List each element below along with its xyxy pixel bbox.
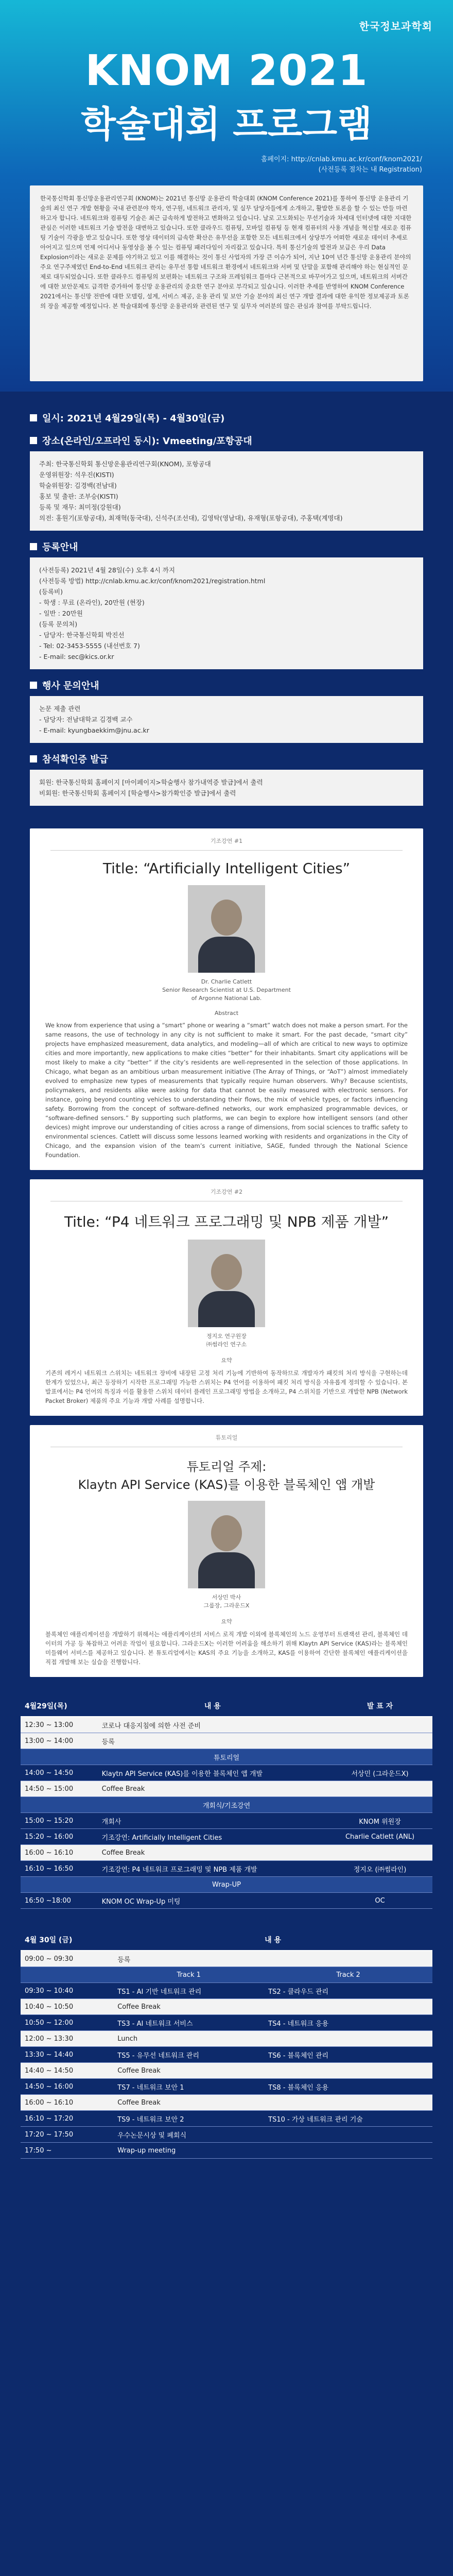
table-row	[21, 2127, 432, 2143]
content-cell: TS10 - 가상 네트워크 관리 기술	[264, 2111, 432, 2127]
date-block	[30, 411, 423, 425]
time-cell: 16:10 ~ 17:20	[21, 2111, 113, 2127]
speaker-cell	[327, 1733, 432, 1749]
table-row	[21, 1999, 432, 2015]
time-cell: 09:00 ~ 09:30	[21, 1951, 113, 1967]
table-row	[21, 1951, 432, 1967]
lecture-title: 튜토리얼 주제: Klaytn API Service (KAS)를 이용한 블록체인 앱 개발	[78, 1460, 375, 1492]
logo: 한국정보과학회	[359, 20, 432, 32]
day1-date: 4월29일(목)	[21, 1696, 98, 1717]
time-cell: 17:50 ~	[21, 2143, 113, 2159]
table-row	[21, 1893, 432, 1909]
time-cell: 10:50 ~ 12:00	[21, 2015, 113, 2031]
lecture-tag: 기조강연 #1	[210, 838, 243, 844]
time-cell: 16:50 ~18:00	[21, 1893, 98, 1909]
table-row	[21, 2063, 432, 2079]
table-row	[21, 1967, 432, 1983]
table-row	[21, 1829, 432, 1845]
bullet-icon	[30, 414, 37, 421]
abstract-text: 블록체인 애플리케이션을 개발하기 위해서는 애플리케이션의 서비스 로직 개발 이외에 블록체인의 노드 운영부터 트랜잭션 관리, 블록체인 데이터의 가공 등 복잡하고 어려운 작업이 필요합니다. 그라운드X는 이러한 어려움을 해소하기 위해 Klaytn API Service (KAS)라는 블록체인 미들웨어 서비스를 제공하고 있습니다. 본 튜토리얼에서는 KAS의 주요 기능을 소개하고, KAS를 이용하여 간단한 블록체인 애플리케이션을 직접 개발해 보는 실습을 진행합니다.	[45, 1631, 408, 1666]
table-row	[21, 2111, 432, 2127]
bullet-icon	[30, 543, 37, 550]
track-label: Track 2	[264, 1967, 432, 1983]
content-cell: TS2 - 클라우드 관리	[264, 1983, 432, 1999]
content-cell: KNOM OC Wrap-Up 미팅	[98, 1893, 327, 1909]
content-cell: Coffee Break	[113, 1999, 432, 2015]
time-cell: 16:10 ~ 16:50	[21, 1861, 98, 1877]
speaker-cell: KNOM 위원장	[327, 1813, 432, 1829]
speaker-cell	[327, 1781, 432, 1797]
table-row	[21, 1797, 432, 1813]
section-label: 튜토리얼	[21, 1749, 432, 1765]
day1-content-header: 내 용	[98, 1696, 327, 1717]
abstract-text: 기존의 레거시 네트워크 스위치는 네트워크 장비에 내장된 고정 처리 기능에 기반하여 동작하므로 개발자가 패킷의 처리 방식을 구현하는데 한계가 있었으나, 최근 등장하기 시작한 프로그래밍 가능한 스위치는 P4 언어를 이용하여 패킷 처리 방식을 자유롭게 정의할 수 있습니다. 본 발표에서는 P4 언어의 특징과 이를 활용한 스위치 데이터 플레인 프로그래밍 방법을 소개하고, P4 스위치를 기반으로 개발한 NPB (Network Packet Broker) 제품의 주요 기능과 개발 사례를 설명합니다.	[45, 1369, 408, 1404]
info-line: 학술위원장: 김경백(전남대)	[39, 482, 117, 489]
time-cell: 15:00 ~ 15:20	[21, 1813, 98, 1829]
time-cell: 12:00 ~ 13:30	[21, 2031, 113, 2047]
page-title: KNOM 2021	[85, 46, 368, 95]
lecture-card-tutorial	[30, 1425, 423, 1677]
content-cell: 우수논문시상 및 폐회식	[113, 2127, 432, 2143]
table-row	[21, 1877, 432, 1893]
lecture-card-keynote-1	[30, 828, 423, 1170]
table-row	[21, 1781, 432, 1797]
paper-block	[30, 679, 423, 743]
table-row	[21, 1717, 432, 1733]
time-cell: 12:30 ~ 13:00	[21, 1717, 98, 1733]
homepage-link[interactable]: 홈페이지: http://cnlab.kmu.ac.kr/conf/knom2021/	[260, 156, 422, 163]
speaker-affil: Senior Research Scientist at U.S. Department	[162, 987, 291, 993]
abstract-heading: 요약	[221, 1357, 232, 1364]
info-line: 등록 및 재무: 최미정(강원대)	[39, 503, 121, 511]
info-line: 운영위원장: 석우진(KISTI)	[39, 471, 114, 479]
certificate-body	[30, 770, 423, 806]
speaker-cell: OC	[327, 1893, 432, 1909]
info-line: 비회원: 한국통신학회 홈페이지 [학술행사>참가확인증 발급]에서 출력	[39, 789, 236, 797]
content-cell: 개회사	[98, 1813, 327, 1829]
content-cell: 코로나 대응지침에 의한 사전 준비	[98, 1717, 327, 1733]
registration-heading: 등록안내	[42, 542, 78, 553]
day2-date: 4월 30일 (금)	[21, 1929, 113, 1951]
time-cell: 15:20 ~ 16:00	[21, 1829, 98, 1845]
info-line: - Tel: 02-3453-5555 (내선번호 7)	[39, 642, 140, 650]
time-cell: 13:30 ~ 14:40	[21, 2047, 113, 2063]
speaker-photo	[188, 1240, 265, 1327]
table-row	[21, 2095, 432, 2111]
lecture-tag: 튜토리얼	[215, 1434, 238, 1441]
speaker-cell	[327, 1845, 432, 1861]
time-cell: 14:50 ~ 15:00	[21, 1781, 98, 1797]
time-cell: 17:20 ~ 17:50	[21, 2127, 113, 2143]
info-line: 홍보 및 출판: 조부승(KISTI)	[39, 493, 118, 500]
time-cell: 13:00 ~ 14:00	[21, 1733, 98, 1749]
info-line: (사전등록) 2021년 4월 28일(수) 오후 4시 까지	[39, 566, 175, 574]
speaker-name: 서상민 박사	[212, 1594, 241, 1601]
content-cell: TS9 - 네트워크 보안 2	[113, 2111, 264, 2127]
abstract-text: We know from experience that using a “smart” phone or wearing a “smart” watch does not make a person smart. For the same reasons, the use of technology in any city is not sufficient to make it smart. For the past decade, “smart city” projects have emphasized measurement, data analytics, and modeling—all of which are critical to new ways to optimize cities and more importantly, new applications to make cities “better” for their inhabitants. Smart city applications will be most likely to make a city “better” if the city’s residents are well-represented in the selection of those applications. In Chicago, what began as an ambitious urban measurement initiative (The Array of Things, or “AoT”) almost immediately evolved to emphasize new types of measurements that typically require human observers. Why? Because scientists, policymakers, and residents alike were asking for data that cannot be easily measured with electronic sensors. For instance, going beyond counting vehicles to understanding their flows, the mix of vehicle types, or factors influencing safety. Borrowing from the concept of software-defined networks, our work emphasized programmable devices, or “software-defined sensors.” By supporting such platforms, we can begin to explore how intelligent sensors (and other devices) might improve our understanding of cities across a range of dimensions, from social sciences to traffic safety to environmental sciences. Catlett will discuss some lessons learned working with residents and organizations in the City of Chicago, and the expansion vision of the team’s current initiative, SAGE, funded through the National Science Foundation.	[45, 1022, 408, 1159]
table-row	[21, 2015, 432, 2031]
speaker-cell: Charlie Catlett (ANL)	[327, 1829, 432, 1845]
place-heading: 장소(온라인/오프라인 동시): Vmeeting/포항공대	[42, 436, 252, 447]
content-cell: TS7 - 네트워크 보안 1	[113, 2079, 264, 2095]
info-line: (등록비)	[39, 588, 63, 596]
day2-table	[21, 1929, 432, 2159]
place-block	[30, 434, 423, 531]
table-row	[21, 1749, 432, 1765]
abstract-heading: Abstract	[214, 1010, 239, 1016]
table-row	[21, 2143, 432, 2159]
day1-table	[21, 1696, 432, 1909]
section-label: Wrap-UP	[21, 1877, 432, 1893]
day2-content-header: 내 용	[113, 1929, 432, 1951]
time-cell: 16:00 ~ 16:10	[21, 2095, 113, 2111]
content-cell: Coffee Break	[113, 2095, 432, 2111]
info-line: - E-mail: sec@kics.or.kr	[39, 653, 114, 660]
info-line: - 담당자: 한국통신학회 박진선	[39, 631, 125, 639]
paper-body	[30, 696, 423, 743]
bullet-icon	[30, 682, 37, 689]
content-cell: 등록	[98, 1733, 327, 1749]
info-line: 논문 제출 관련	[39, 705, 81, 713]
table-row	[21, 1733, 432, 1749]
time-cell: 14:40 ~ 14:50	[21, 2063, 113, 2079]
info-line: - E-mail: kyungbaekkim@jnu.ac.kr	[39, 726, 149, 734]
speaker-cell: 서상민 (그라운드X)	[327, 1765, 432, 1781]
table-row	[21, 1983, 432, 1999]
lecture-card-keynote-2	[30, 1179, 423, 1416]
header-banner	[0, 0, 453, 392]
lectures	[0, 811, 453, 1685]
content-cell: 기조강연: P4 네트워크 프로그래밍 및 NPB 제품 개발	[98, 1861, 327, 1877]
speaker-name: 정지오 연구원장	[206, 1333, 247, 1340]
content-cell: TS6 - 블록체인 관리	[264, 2047, 432, 2063]
content-cell: Klaytn API Service (KAS)를 이용한 블록체인 앱 개발	[98, 1765, 327, 1781]
schedule-day2	[0, 1909, 453, 2159]
info-line: - 일반 : 20만원	[39, 609, 83, 617]
section-label: 개회식/기조강연	[21, 1797, 432, 1813]
table-row	[21, 1845, 432, 1861]
speaker-name: Dr. Charlie Catlett	[201, 978, 252, 985]
content-cell: TS1 - AI 기반 네트워크 관리	[113, 1983, 264, 1999]
table-row	[21, 2047, 432, 2063]
content-cell: Wrap-up meeting	[113, 2143, 432, 2159]
content-cell: TS8 - 블록체인 응용	[264, 2079, 432, 2095]
info-line: (사전등록 방법) http://cnlab.kmu.ac.kr/conf/knom2021/registration.html	[39, 577, 266, 585]
info-line: 주최: 한국통신학회 통신망운용관리연구회(KNOM), 포항공대	[39, 460, 211, 468]
page-subtitle: 학술대회 프로그램	[81, 103, 372, 145]
content-cell: Lunch	[113, 2031, 432, 2047]
track-label: Track 1	[113, 1967, 264, 1983]
speaker-affil: ㈜썸라인 연구소	[206, 1341, 247, 1348]
content-cell: Coffee Break	[98, 1845, 327, 1861]
registration-note: (사전등록 절차는 내 Registration)	[318, 166, 422, 174]
info-line: 의전: 홍원기(포항공대), 최재혁(동국대), 신석주(조선대), 김영탁(영남대), 유재형(포항공대), 주홍택(계명대)	[39, 514, 343, 522]
intro-text: 한국통신학회 통신망운용관리연구회 (KNOM)는 2021년 통신망 운용관리 학술대회 (KNOM Conference 2021)를 통하여 통신망 운용관리 기술의 최신 연구 개발 현황을 국내 관련분야 학자, 연구원, 네트워크 관리자, 및 실무 담당자들에게 소개하고, 활발한 토론을 할 수 있는 만들 마련하고자 합니다. 네트워크와 컴퓨팅 기술은 최근 급속하게 발전하고 변화하고 있습니다. 날로 고도화되는 무선기술과 차세대 인터넷에 대한 지대한 관심은 이러한 네트워크 기술 발전을 대변하고 있습니다. 또한 클라우드 컴퓨팅, 모바일 컴퓨팅 등 현재 컴퓨터의 사용 개념을 혁신할 새로운 컴퓨팅 기술이 각광을 받고 있습니다. 또한 영상 데이터의 급속한 확산은 유무선을 포함한 모든 네트워크에서 상당부가 어떠한 새로운 데이터 추세로 아어지고 있으며 언제 어디서나 동영상을 볼 수 있는 컴퓨팅 패러다임이 자리잡고 있습니다. 특히 통신기술의 발전과 보급은 우리 Data Explosion이라는 새로운 문제를 야기하고 있고 이를 해결하는 것이 통신 사업자의 가장 큰 이슈가 되어, 지난 10여 년간 통신망 운용관리 분야의 주요 연구주제였던 End-to-End 네트워크 관리는 유무선 통합 네트워크 환경에서 네트워크와 서버 및 단말을 포함해 관리해야 하는 현실적인 문제로 대두되었습니다. 또한 클라우드 컴퓨팅의 보편화는 네트워크 구조와 프레임워크 틀마다 근본적으로 바꾸어가고 있으며, 네트워크의 서버간에 대한 보안문제도 급격한 증가하여 통신망 운용관리의 중요한 연구 분야로 부각되고 있습니다. 이러한 추세를 반영하여 KNOM Conference 2021에서는 통신망 전반에 대한 모델링, 설계, 서비스 제공, 운용 관리 및 보안 기술 분야의 최신 연구 개발 결과에 대한 유익한 정보제공과 토론의 장을 제공할 예정입니다. 본 학술대회에 통신망 운용관리와 관련된 연구 및 실무자 여러분의 많은 관심과 참여를 부탁드립니다.	[30, 185, 423, 381]
time-cell: 14:50 ~ 16:00	[21, 2079, 113, 2095]
table-row	[21, 1861, 432, 1877]
content-cell: TS5 - 유무선 네트워크 관리	[113, 2047, 264, 2063]
content-cell: TS3 - AI 네트워크 서비스	[113, 2015, 264, 2031]
place-body	[30, 451, 423, 531]
bullet-icon	[30, 437, 37, 444]
info-line: (등록 문의처)	[39, 620, 78, 628]
schedule-day1	[0, 1685, 453, 1909]
speaker-photo	[188, 1501, 265, 1588]
day1-speaker-header: 발 표 자	[327, 1696, 432, 1717]
speaker-cell: 정지오 (㈜썸라인)	[327, 1861, 432, 1877]
time-cell	[21, 1967, 113, 1983]
content-cell: TS4 - 네트워크 응용	[264, 2015, 432, 2031]
info-line: 회원: 한국통신학회 홈페이지 [마이페이지>학술행사 참가내역증 발급]에서 출력	[39, 778, 263, 786]
content-cell: 기조강연: Artificially Intelligent Cities	[98, 1829, 327, 1845]
table-row	[21, 1765, 432, 1781]
content-cell: Coffee Break	[98, 1781, 327, 1797]
table-row	[21, 2079, 432, 2095]
table-row	[21, 2031, 432, 2047]
time-cell: 10:40 ~ 10:50	[21, 1999, 113, 2015]
time-cell: 14:00 ~ 14:50	[21, 1765, 98, 1781]
header-urls	[261, 155, 422, 175]
speaker-cell	[327, 1717, 432, 1733]
registration-block	[30, 540, 423, 669]
certificate-block	[30, 752, 423, 806]
registration-body	[30, 557, 423, 669]
abstract-heading: 요약	[221, 1618, 232, 1625]
content-cell: Coffee Break	[113, 2063, 432, 2079]
time-cell: 16:00 ~ 16:10	[21, 1845, 98, 1861]
info-line: - 담당자: 전남대학교 김경백 교수	[39, 716, 133, 723]
content-cell: 등록	[113, 1951, 432, 1967]
lecture-title: Title: “P4 네트워크 프로그래밍 및 NPB 제품 개발”	[64, 1213, 389, 1230]
speaker-affil: 그룹장, 그라운드X	[203, 1602, 250, 1609]
info-line: - 학생 : 무료 (온라인), 20만원 (현장)	[39, 599, 145, 606]
info-section	[0, 392, 453, 811]
time-cell: 09:30 ~ 10:40	[21, 1983, 113, 1999]
certificate-heading: 참석확인증 발급	[42, 754, 108, 765]
lecture-tag: 기조강연 #2	[210, 1189, 243, 1195]
speaker-affil-2: of Argonne National Lab.	[191, 995, 262, 1002]
speaker-photo	[188, 885, 265, 973]
lecture-title: Title: “Artificially Intelligent Cities”	[102, 860, 351, 877]
table-row	[21, 1813, 432, 1829]
bullet-icon	[30, 755, 37, 762]
paper-heading: 행사 문의안내	[42, 681, 99, 691]
date-heading: 일시: 2021년 4월29일(목) - 4월30일(금)	[42, 413, 225, 424]
